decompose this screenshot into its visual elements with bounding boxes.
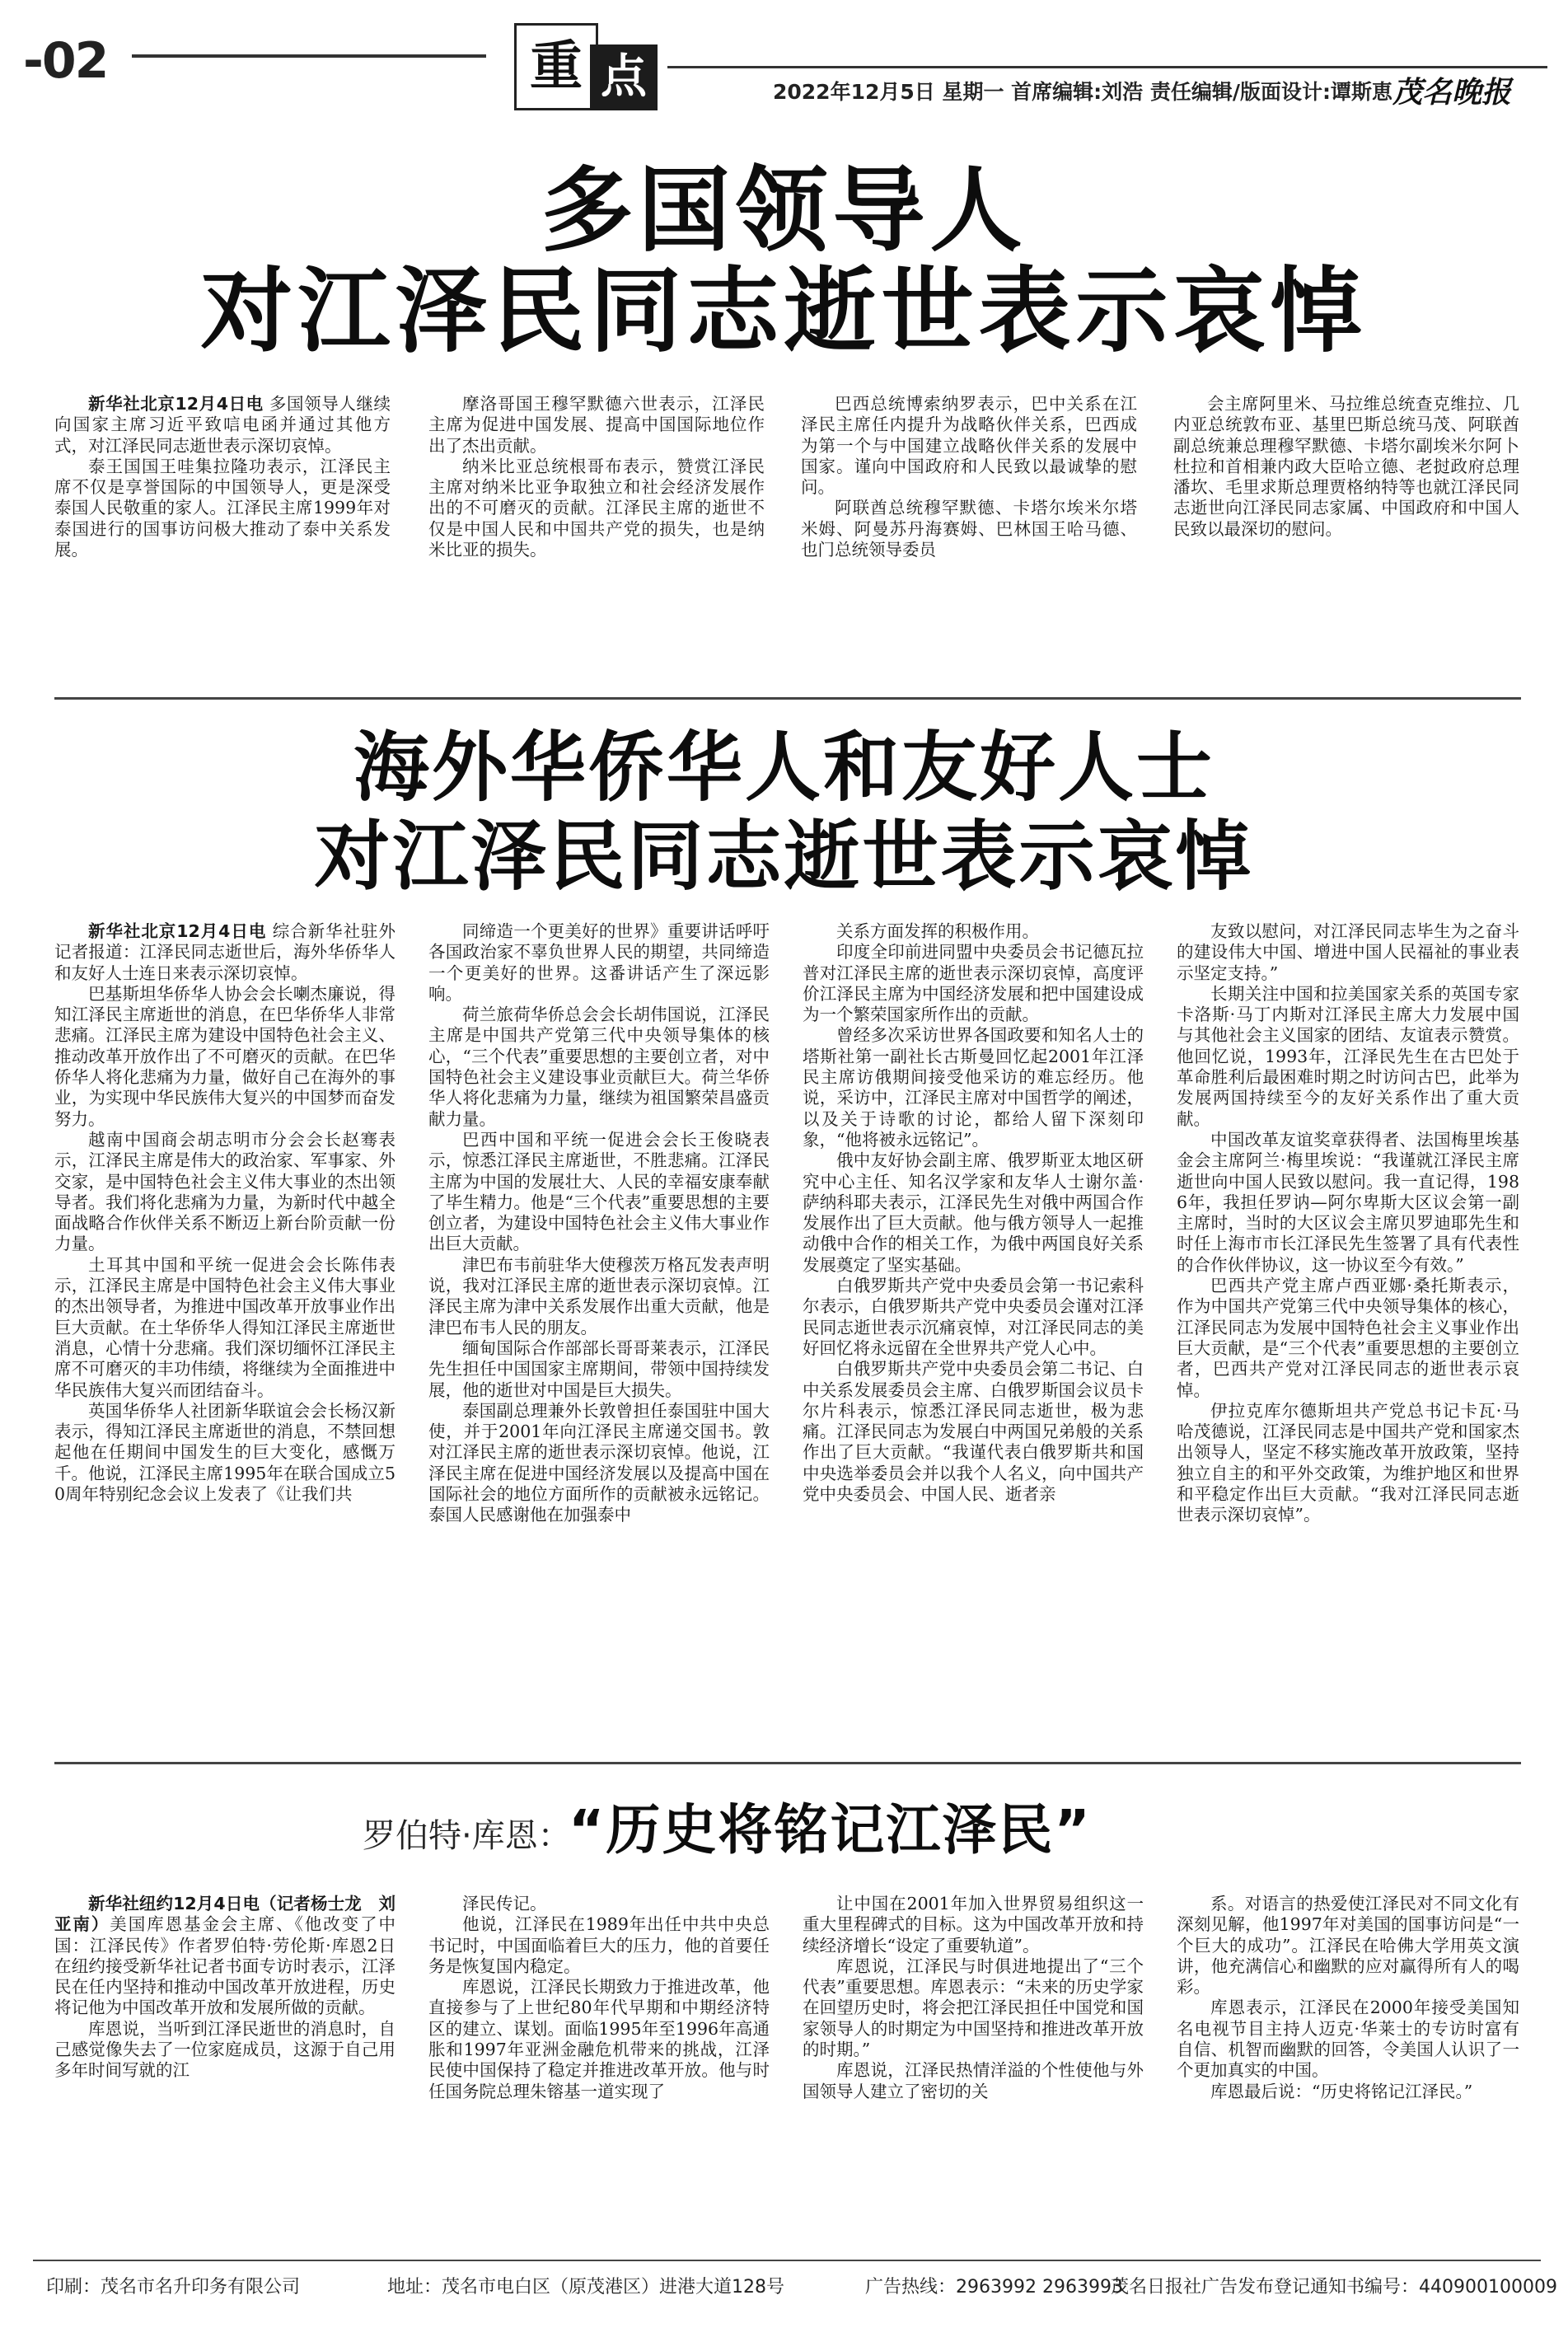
article-paragraph: 系。对语言的热爱使江泽民对不同文化有深刻见解，他1997年对美国的国事访问是“一个巨大的成功”。江泽民在哈佛大学用英文演讲，他充满信心和幽默的应对赢得所有人的喝彩。 [1177,1894,1519,1998]
article-paragraph: 他说，江泽民在1989年出任中共中央总书记时，中国面临着巨大的压力，他的首要任务是恢复国内稳定。 [428,1914,770,1976]
article-paragraph: 会主席阿里米、马拉维总统查克维拉、几内亚总统敦布亚、基里巴斯总统马茂、阿联酋副总统兼总理穆罕默德、卡塔尔副埃米尔阿卜杜拉和首相兼内政大臣哈立德、老挝政府总理潘坎、毛里求斯总理贾格纳特等也就江泽民同志逝世向江泽民同志家属、中国政府和中国人民致以最深切的慰问。 [1173,394,1519,539]
article-paragraph: 白俄罗斯共产党中央委员会第一书记索科尔表示，白俄罗斯共产党中央委员会谨对江泽民同志逝世表示沉痛哀悼，对江泽民同志的美好回忆将永远留在全世界共产党人心中。 [803,1276,1144,1358]
article-paragraph: 纳米比亚总统根哥布表示，赞赏江泽民主席对纳米比亚争取独立和社会经济发展作出的不可磨灭的贡献。江泽民主席的逝世不仅是中国人民和中国共产党的损失，也是纳米比亚的损失。 [428,456,765,560]
footer-rule [33,2260,1541,2261]
article-paragraph: 库恩说，当听到江泽民逝世的消息时，自己感觉像失去了一位家庭成员，这源于自己用多年时间写就的江 [54,2018,396,2081]
article2-column-3 [803,921,1144,1749]
newspaper-logo: 茂名晚报 [1392,75,1512,110]
dateline: 新华社纽约12月4日电（记者杨士龙 刘亚南） [54,1894,396,1935]
article-paragraph: 巴基斯坦华侨华人协会会长喇杰廉说，得知江泽民主席逝世的消息，在巴华侨华人非常悲痛。江泽民主席为建设中国特色社会主义、推动改革开放作出了不可磨灭的贡献。在巴华侨华人将化悲痛为力量，做好自己在海外的事业，为实现中华民族伟大复兴的中国梦而奋发努力。 [54,983,396,1129]
dateline: 新华社北京12月4日电 [88,921,267,941]
article-paragraph: 阿联酋总统穆罕默德、卡塔尔埃米尔塔米姆、阿曼苏丹海赛姆、巴林国王哈马德、也门总统领导委员 [801,498,1137,560]
article3-title-prefix: 罗伯特·库恩： [363,1817,571,1855]
article-paragraph: 泽民传记。 [462,1894,547,1913]
article-paragraph: 俄中友好协会副主席、俄罗斯亚太地区研究中心主任、知名汉学家和友华人士谢尔盖·萨纳科耶夫表示，江泽民先生对俄中两国合作发展作出了巨大贡献。他与俄方领导人一起推动俄中合作的相关工作，为俄中两国良好关系发展奠定了坚实基础。 [803,1150,1144,1275]
article1-column-4 [1173,394,1519,682]
article-paragraph: 长期关注中国和拉美国家关系的英国专家卡洛斯·马丁内斯对江泽民主席大力发展中国与其他社会主义国家的团结、友谊表示赞赏。他回忆说，1993年，江泽民先生在古巴处于革命胜利后最困难时期之时访问古巴，此举为发展两国持续至今的友好关系作出了重大贡献。 [1177,983,1519,1129]
article-paragraph: 巴西总统博索纳罗表示，巴中关系在江泽民主席任内提升为战略伙伴关系，巴西成为第一个与中国建立战略伙伴关系的发展中国家。谨向中国政府和人民致以最诚挚的慰问。 [801,394,1137,498]
footer-ad-license: 茂名日报社广告发布登记通知书编号：440900100009 [1111,2277,1557,2298]
article-paragraph: 巴西共产党主席卢西亚娜·桑托斯表示，作为中国共产党第三代中央领导集体的核心，江泽民同志为发展中国特色社会主义事业作出巨大贡献，是“三个代表”重要思想的主要创立者，巴西共产党对江泽民同志的逝世表示哀悼。 [1177,1276,1519,1400]
page-number: -02 [23,32,108,90]
article-paragraph: 缅甸国际合作部部长哥哥莱表示，江泽民先生担任中国国家主席期间，带领中国持续发展，他的逝世对中国是巨大损失。 [428,1337,770,1400]
article-paragraph: 曾经多次采访世界各国政要和知名人士的塔斯社第一副社长古斯曼回忆起2001年江泽民主席访俄期间接受他采访的难忘经历。他说，采访中，江泽民主席对中国哲学的阐述，以及关于诗歌的讨论，都给人留下深刻印象，“他将被永远铭记”。 [803,1025,1144,1150]
article-paragraph: 关系方面发挥的积极作用。 [836,921,1039,941]
article3-column-3 [803,1894,1144,2232]
article3-column-4 [1177,1894,1519,2232]
article-paragraph: 印度全印前进同盟中央委员会书记德瓦拉普对江泽民主席的逝世表示深切哀悼，高度评价江泽民主席为中国经济发展和把中国建设成为一个繁荣国家所作出的贡献。 [803,942,1144,1025]
article2-column-1 [54,921,396,1749]
header-rule-left [132,54,486,58]
article1-column-2 [428,394,765,682]
article-paragraph: 白俄罗斯共产党中央委员会第二书记、白中关系发展委员会主席、白俄罗斯国会议员卡尔片科表示，惊悉江泽民同志逝世，极为悲痛。江泽民同志为发展白中两国兄弟般的关系作出了巨大贡献。“我谨代表白俄罗斯共和国中央选举委员会并以我个人名义，向中国共产党中央委员会、中国人民、逝者亲 [803,1359,1144,1505]
article-paragraph: 库恩表示，江泽民在2000年接受美国知名电视节目主持人迈克·华莱士的专访时富有自信、机智而幽默的回答，令美国人认识了一个更加真实的中国。 [1177,1998,1519,2081]
footer-printer: 印刷：茂名市名升印务有限公司 [46,2277,301,2298]
article-paragraph: 库恩说，江泽民与时俱进地提出了“三个代表”重要思想。库恩表示：“未来的历史学家在回望历史时，将会把江泽民担任中国党和国家领导人的时期定为中国坚持和推进改革开放的时期。” [803,1956,1144,2060]
article2-column-2 [428,921,770,1749]
article-paragraph: 新华社北京12月4日电 多国领导人继续向国家主席习近平致唁电函并通过其他方式，对江泽民同志逝世表示深切哀悼。 [54,394,391,456]
article-paragraph: 新华社纽约12月4日电（记者杨士龙 刘亚南）美国库恩基金会主席、《他改变了中国：江泽民传》作者罗伯特·劳伦斯·库恩2日在纽约接受新华社记者书面专访时表示，江泽民在任内坚持和推动中国改革开放进程，历史将记他为中国改革开放和发展所做的贡献。 [54,1894,396,2018]
article-paragraph: 让中国在2001年加入世界贸易组织这一重大里程碑式的目标。这为中国改革开放和持续经济增长“设定了重要轨道”。 [803,1894,1144,1956]
article-paragraph: 泰国副总理兼外长敦曾担任泰国驻中国大使，并于2001年向江泽民主席递交国书。敦对江泽民主席的逝世表示深切哀悼。他说，江泽民主席在促进中国经济发展以及提高中国在国际社会的地位方面所作的贡献被永远铭记。泰国人民感谢他在加强泰中 [428,1400,770,1525]
article-paragraph: 摩洛哥国王穆罕默德六世表示，江泽民主席为促进中国发展、提高中国国际地位作出了杰出贡献。 [428,394,765,456]
article1-title-line2: 对江泽民同志逝世表示哀悼 [200,258,1368,365]
article-paragraph: 津巴布韦前驻华大使穆茨万格瓦发表声明说，我对江泽民主席的逝世表示深切哀悼。江泽民主席为津中关系发展作出重大贡献，他是津巴布韦人民的朋友。 [428,1254,770,1337]
header-rule-right [667,66,1547,68]
article-paragraph: 荷兰旅荷华侨总会会长胡伟国说，江泽民主席是中国共产党第三代中央领导集体的核心，“三个代表”重要思想的主要创立者，对中国特色社会主义建设事业贡献巨大。荷兰华侨华人将化悲痛为力量，继续为祖国繁荣昌盛贡献力量。 [428,1005,770,1129]
article-paragraph: 泰王国国王哇集拉隆功表示，江泽民主席不仅是享誉国际的中国领导人，更是深受泰国人民敬重的家人。江泽民主席1999年对泰国进行的国事访问极大推动了泰中关系发展。 [54,456,391,560]
article2-title-line1: 海外华侨华人和友好人士 [353,724,1215,812]
article-paragraph: 新华社北京12月4日电 综合新华社驻外记者报道：江泽民同志逝世后，海外华侨华人和友好人士连日来表示深切哀悼。 [54,921,396,983]
article-paragraph: 越南中国商会胡志明市分会会长赵骞表示，江泽民主席是伟大的政治家、军事家、外交家，是中国特色社会主义伟大事业的杰出领导者。我们将化悲痛为力量，为新时代中越全面战略合作伙伴关系不断迈上新台阶贡献一份力量。 [54,1129,396,1254]
article3-column-2 [428,1894,770,2232]
header-date-editors: 2022年12月5日 星期一 首席编辑:刘浩 责任编辑/版面设计:谭斯恵 [773,80,1393,104]
article1-column-1 [54,394,391,682]
article1-bottom-rule [54,697,1521,700]
article3-title-main: “历史将铭记江泽民” [569,1798,1092,1862]
footer-address: 地址：茂名市电白区（原茂港区）进港大道128号 [387,2277,784,2298]
article-paragraph: 库恩说，江泽民热情洋溢的个性使他与外国领导人建立了密切的关 [803,2060,1144,2101]
footer-ad-hotline: 广告热线：2963992 2963993 [865,2277,1123,2298]
article2-column-4 [1177,921,1519,1749]
article3-column-1 [54,1894,396,2232]
dateline: 新华社北京12月4日电 [88,394,264,414]
article-paragraph: 友致以慰问，对江泽民同志毕生为之奋斗的建设伟大中国、增进中国人民福祉的事业表示坚定支持。” [1177,921,1519,983]
article-paragraph: 巴西中国和平统一促进会会长王俊晓表示，惊悉江泽民主席逝世，不胜悲痛。江泽民主席为中国的发展壮大、人民的幸福安康奉献了毕生精力。他是“三个代表”重要思想的主要创立者，为建设中国特色社会主义伟大事业作出巨大贡献。 [428,1129,770,1254]
article-paragraph: 库恩最后说：“历史将铭记江泽民。” [1210,2081,1473,2101]
section-label-dian: 点 [590,44,658,110]
section-label-zhong: 重 [514,23,598,110]
article-paragraph: 中国改革友谊奖章获得者、法国梅里埃基金会主席阿兰·梅里埃说：“我谨就江泽民主席逝世向中国人民致以慰问。我一直记得，1986年，我担任罗讷—阿尔卑斯大区议会第一副主席时，当时的大区议会主席贝罗迪耶先生和时任上海市市长江泽民先生签署了具有代表性的合作伙伴协议，这一协议至今有效。” [1177,1129,1519,1275]
article2-bottom-rule [54,1762,1521,1764]
article-paragraph: 同缔造一个更美好的世界》重要讲话呼吁各国政治家不辜负世界人民的期望，共同缔造一个更美好的世界。这番讲话产生了深远影响。 [428,921,770,1004]
article-paragraph: 英国华侨华人社团新华联谊会会长杨汉新表示，得知江泽民主席逝世的消息，不禁回想起他在任期间中国发生的巨大变化，感慨万千。他说，江泽民主席1995年在联合国成立50周年特别纪念会议上发表了《让我们共 [54,1400,396,1505]
article-paragraph: 库恩说，江泽民长期致力于推进改革，他直接参与了上世纪80年代早期和中期经济特区的建立、谋划。面临1995年至1996年高通胀和1997年亚洲金融危机带来的挑战，江泽民使中国保持了稳定并推进改革开放。他与时任国务院总理朱镕基一道实现了 [428,1977,770,2101]
article-paragraph: 伊拉克库尔德斯坦共产党总书记卡瓦·马哈茂德说，江泽民同志是中国共产党和国家杰出领导人，坚定不移实施改革开放政策，坚持独立自主的和平外交政策，为维护地区和世界和平稳定作出巨大贡献。“我对江泽民同志逝世表示深切哀悼”。 [1177,1400,1519,1525]
article2-title-line2: 对江泽民同志逝世表示哀悼 [314,813,1254,901]
article1-column-3 [801,394,1137,682]
article-paragraph: 土耳其中国和平统一促进会会长陈伟表示，江泽民主席是中国特色社会主义伟大事业的杰出领导者，为推进中国改革开放事业作出巨大贡献。在土华侨华人得知江泽民主席逝世消息，心情十分悲痛。我们深切缅怀江泽民主席不可磨灭的丰功伟绩，将继续为全面推进中华民族伟大复兴而团结奋斗。 [54,1254,396,1400]
article1-title-line1: 多国领导人 [541,157,1027,265]
